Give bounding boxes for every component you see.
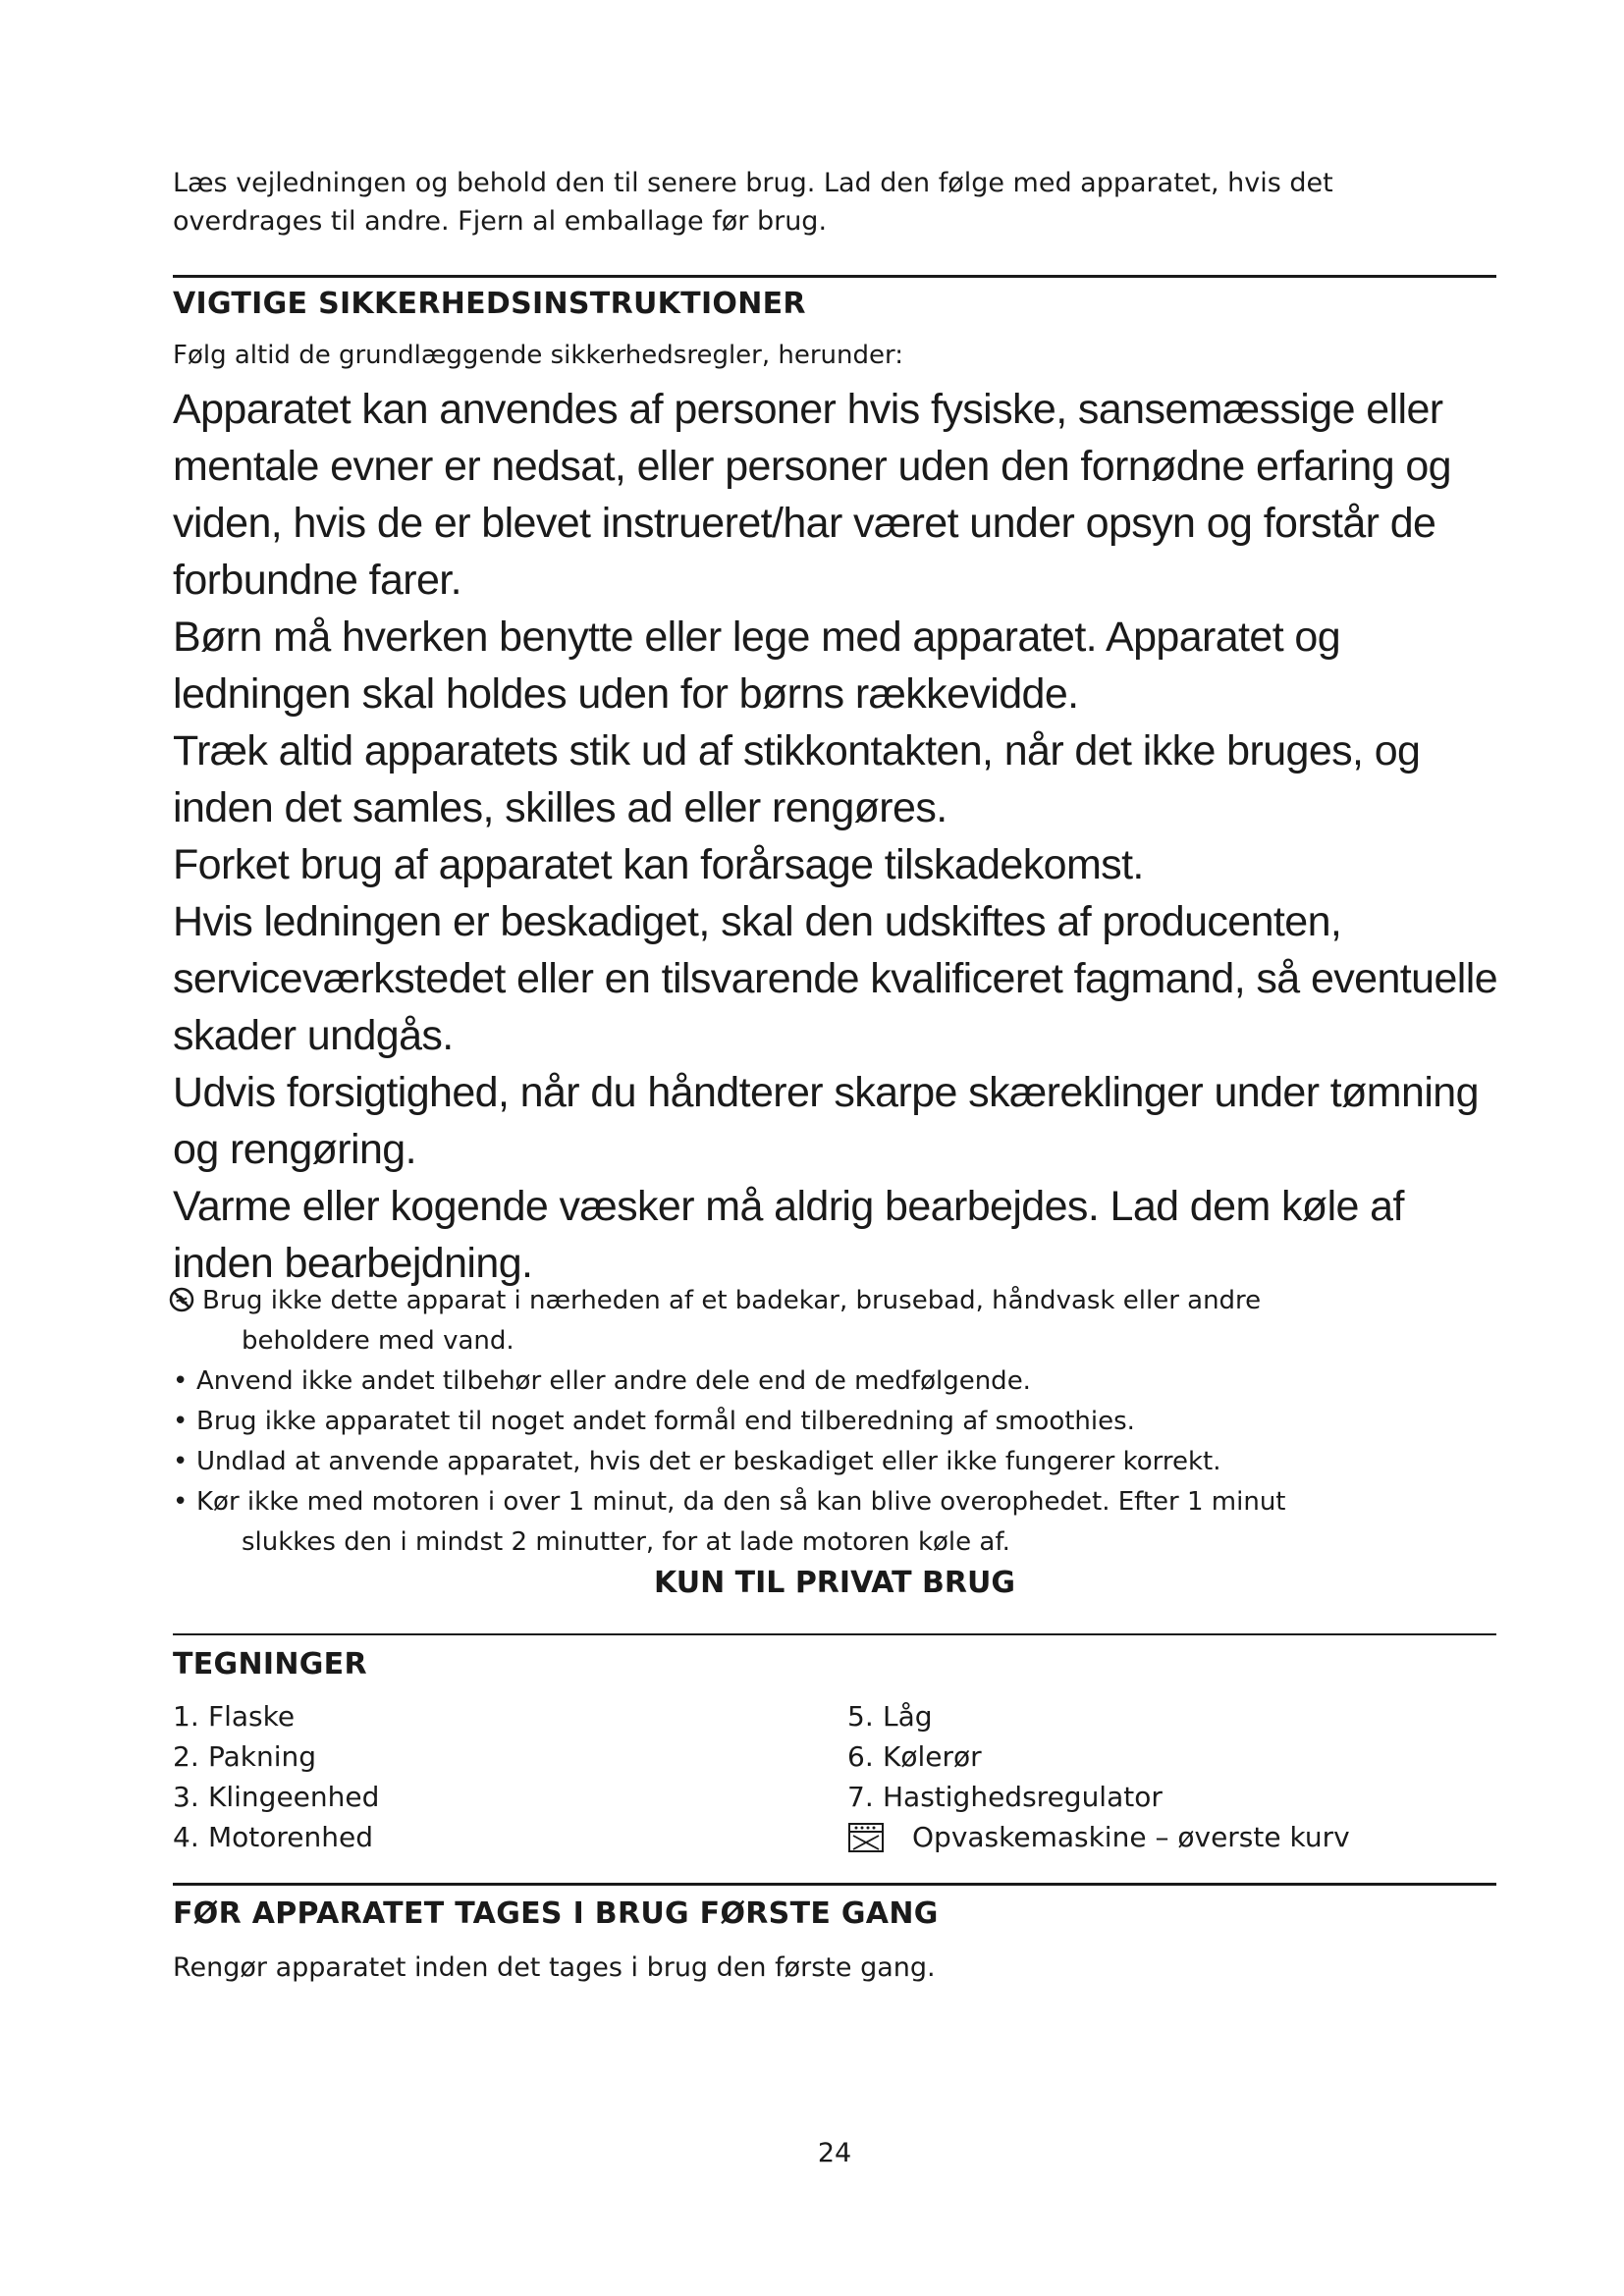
safety-instructions <box>173 381 1508 1292</box>
divider <box>173 1883 1496 1886</box>
bullet-item <box>173 1402 1496 1442</box>
bullet-text: Undlad at anvende apparatet, hvis det er beskadiget eller ikke fungerer korrekt. <box>196 1447 1221 1476</box>
drawings-list-left <box>173 1696 379 1857</box>
first-use-heading: FØR APPARATET TAGES I BRUG FØRSTE GANG <box>173 1896 939 1931</box>
bullet-text: Anvend ikke andet tilbehør eller andre dele end de medfølgende. <box>196 1366 1031 1396</box>
bullet-text-cont: slukkes den i mindst 2 minutter, for at lade motoren køle af. <box>242 1527 1010 1557</box>
bullet: • <box>173 1366 189 1396</box>
bullet-item <box>173 1482 1496 1522</box>
warning-text: Brug ikke dette apparat i nærheden af et badekar, brusebad, håndvask eller andre <box>202 1286 1262 1315</box>
drawings-heading: TEGNINGER <box>173 1647 367 1682</box>
safety-paragraph: Udvis forsigtighed, når du håndterer skarpe skæreklinger under tømning og rengøring. <box>173 1069 1479 1173</box>
dishwasher-label: Opvaskemaskine – øverste kurv <box>912 1821 1350 1853</box>
intro-line: Læs vejledningen og behold den til senere brug. Lad den følge med apparatet, hvis det <box>173 168 1333 198</box>
drawing-item: 7. Hastighedsregulator <box>847 1781 1163 1813</box>
safety-paragraph: Varme eller kogende væsker må aldrig bearbejdes. Lad dem køle af inden bearbejdning. <box>173 1183 1404 1287</box>
safety-paragraph: Hvis ledningen er beskadiget, skal den udskiftes af producenten, serviceværkstedet eller en tilsvarende kvalificeret fagmand, så eventuelle skader undgås. <box>173 898 1498 1059</box>
safety-paragraph: Træk altid apparatets stik ud af stikkontakten, når det ikke bruges, og inden det samles, skilles ad eller rengøres. <box>173 727 1421 831</box>
safety-lead: Følg altid de grundlæggende sikkerhedsregler, herunder: <box>173 341 903 370</box>
safety-paragraph: Børn må hverken benytte eller lege med apparatet. Apparatet og ledningen skal holdes uden for børns rækkevidde. <box>173 614 1341 718</box>
drawing-item: 1. Flaske <box>173 1700 296 1733</box>
divider <box>173 1633 1496 1635</box>
warning-text-cont: beholdere med vand. <box>242 1326 514 1356</box>
drawing-item: 2. Pakning <box>173 1740 317 1773</box>
divider <box>173 275 1496 278</box>
water-warning-item <box>173 1281 1496 1321</box>
intro-text <box>173 164 1496 240</box>
safety-heading: VIGTIGE SIKKERHEDSINSTRUKTIONER <box>173 287 806 321</box>
intro-line: overdrages til andre. Fjern al emballage før brug. <box>173 206 828 237</box>
drawing-item: 3. Klingeenhed <box>173 1781 380 1813</box>
drawing-item: 4. Motorenhed <box>173 1821 374 1853</box>
drawings-list-right <box>847 1696 1350 1864</box>
drawing-item: 5. Låg <box>847 1700 933 1733</box>
bullet: • <box>173 1447 189 1476</box>
bullet-item <box>173 1442 1496 1482</box>
drawing-item: 6. Kølerør <box>847 1740 982 1773</box>
manual-page <box>173 0 1496 2296</box>
bullet-text: Kør ikke med motoren i over 1 minut, da den så kan blive overophedet. Efter 1 minut <box>196 1487 1286 1517</box>
private-use-notice: KUN TIL PRIVAT BRUG <box>654 1566 1015 1600</box>
page-number: 24 <box>817 2138 852 2168</box>
bullet-text: Brug ikke apparatet til noget andet formål end tilberedning af smoothies. <box>196 1407 1135 1436</box>
no-water-icon <box>169 1281 202 1321</box>
dishwasher-icon <box>847 1822 885 1853</box>
safety-small-list <box>173 1281 1496 1563</box>
safety-paragraph: Apparatet kan anvendes af personer hvis fysiske, sansemæssige eller mentale evner er nedsat, eller personer uden den fornødne erfaring og viden, hvis de er blevet instrueret/har været under opsyn og forstår de forbundne farer. <box>173 386 1451 604</box>
first-use-text: Rengør apparatet inden det tages i brug den første gang. <box>173 1952 936 1983</box>
bullet: • <box>173 1487 189 1517</box>
safety-paragraph: Forket brug af apparatet kan forårsage tilskadekomst. <box>173 841 1144 888</box>
dishwasher-item <box>847 1817 1350 1857</box>
bullet: • <box>173 1407 189 1436</box>
bullet-item <box>173 1362 1496 1402</box>
